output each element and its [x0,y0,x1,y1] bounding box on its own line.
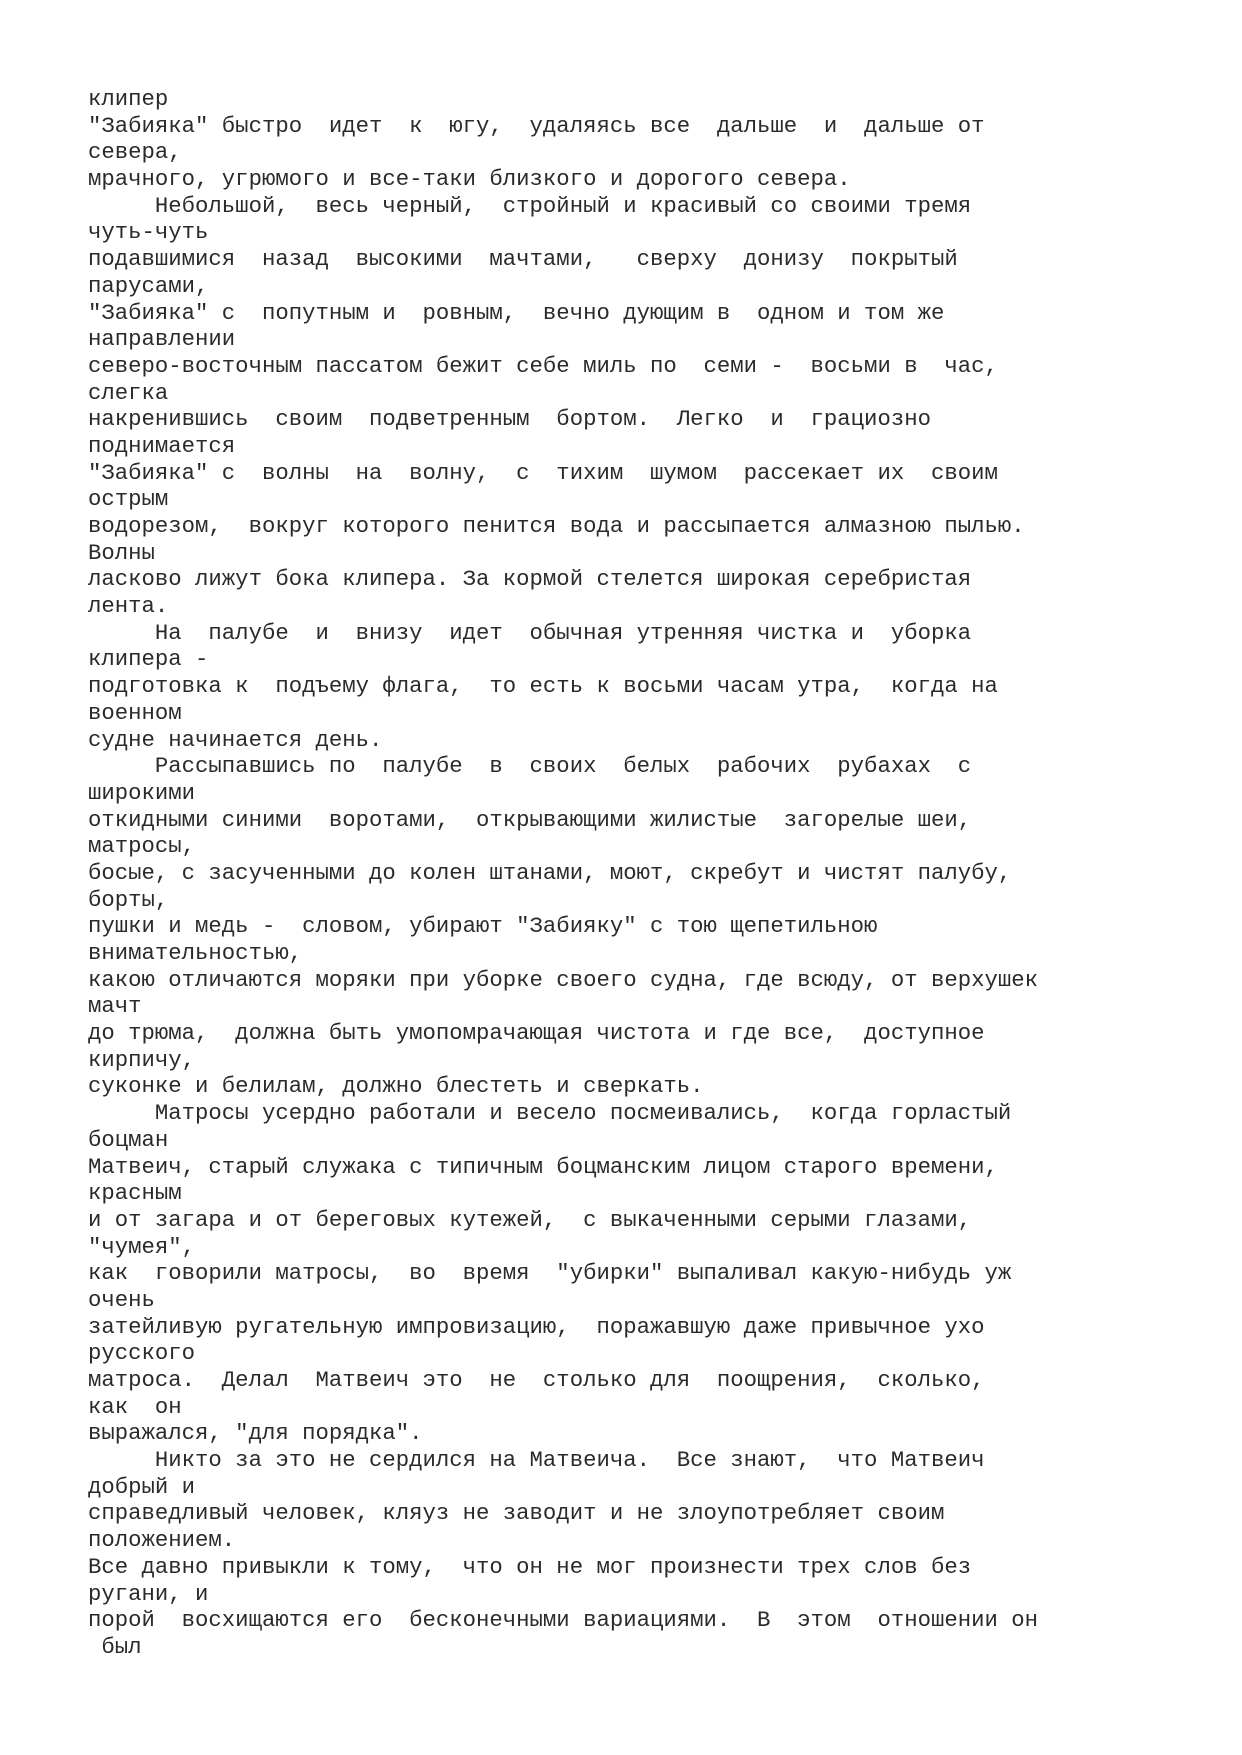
text-line: Никто за это не сердился на Матвеича. Все знают, что Матвеич [88,1447,985,1474]
text-line: слегка [88,379,169,406]
text-line: поднимается [88,432,236,459]
text-line: широкими [88,779,196,806]
text-line: ласково лижут бока клипера. За кормой стелется широкая серебристая [88,566,972,593]
text-line: острым [88,486,169,513]
text-line: красным [88,1180,182,1207]
document-text [88,86,1038,1661]
text-line: порой восхищаются его бесконечными вариациями. В этом отношении он [88,1607,1039,1634]
text-line: добрый и [88,1473,196,1500]
text-line: направлении [88,326,236,353]
text-line: боцман [88,1126,169,1153]
text-line: был [88,1633,142,1660]
text-line: матроса. Делал Матвеич это не столько для поощрения, сколько, [88,1367,985,1393]
text-line: лента. [88,593,169,620]
text-line: до трюма, должна быть умопомрачающая чистота и где все, доступное [88,1020,985,1047]
text-line: Матвеич, старый служака с типичным боцманским лицом старого времени, [88,1153,998,1180]
text-line: Рассыпавшись по палубе в своих белых рабочих рубахах с [88,753,972,780]
text-line: севера, [88,139,182,166]
text-line: военном [88,699,182,726]
text-line: босые, с засученными до колен штанами, моют, скребут и чистят палубу, [88,859,1012,886]
text-line: ругани, и [88,1580,209,1607]
text-line: матросы, [88,833,196,860]
text-line: затейливую ругательную импровизацию, поражавшую даже привычное ухо [88,1313,985,1340]
text-line: кирпичу, [88,1046,196,1073]
text-line: "чумея", [88,1233,196,1260]
text-line: мрачного, угрюмого и все-таки близкого и дорогого севера. [88,166,851,193]
text-line: северо-восточным пассатом бежит себе миль по семи - восьми в час, [88,352,998,379]
text-line: подготовка к подъему флага, то есть к восьми часам утра, когда на [88,673,998,700]
text-line: пушки и медь - словом, убирают "Забияку" с тою щепетильною [88,913,878,940]
text-line: клипера - [88,646,209,673]
text-line: Волны [88,539,155,566]
text-line: справедливый человек, кляуз не заводит и не злоупотребляет своим [88,1500,945,1527]
text-line: "Забияка" быстро идет к югу, удаляясь все дальше и дальше от [88,112,985,139]
text-line: подавшимися назад высокими мачтами, сверху донизу покрытый [88,246,958,273]
text-line: парусами, [88,272,209,299]
text-line: чуть-чуть [88,219,209,246]
text-line: как он [88,1393,182,1420]
text-line: На палубе и внизу идет обычная утренняя чистка и уборка [88,619,972,646]
text-line: очень [88,1286,155,1313]
text-line: Небольшой, весь черный, стройный и красивый со своими тремя [88,192,972,219]
text-line: водорезом, вокруг которого пенится вода и рассыпается алмазною пылью. [88,513,1025,539]
text-line: "Забияка" с попутным и ровным, вечно дующим в одном и том же [88,299,945,326]
text-line: "Забияка" с волны на волну, с тихим шумом рассекает их своим [88,459,998,486]
text-line: борты, [88,886,169,913]
text-line: Все давно привыкли к тому, что он не мог произнести трех слов без [88,1553,972,1580]
text-line: внимательностью, [88,940,303,966]
text-line: какою отличаются моряки при уборке своего судна, где всюду, от верхушек [88,966,1039,993]
text-line: суконке и белилам, должно блестеть и сверкать. [88,1073,704,1100]
text-line: выражался, "для порядка". [88,1420,423,1447]
text-line: клипер [88,86,169,112]
text-line: мачт [88,993,142,1020]
text-line: судне начинается день. [88,726,383,753]
text-line: Матросы усердно работали и весело посмеивались, когда горластый [88,1100,1012,1127]
text-line: как говорили матросы, во время "убирки" выпаливал какую-нибудь уж [88,1260,1012,1287]
text-line: накренившись своим подветренным бортом. Легко и грациозно [88,406,931,433]
text-line: положением. [88,1527,236,1554]
text-line: и от загара и от береговых кутежей, с выкаченными серыми глазами, [88,1206,972,1233]
text-line: русского [88,1340,196,1367]
text-line: откидными синими воротами, открывающими жилистые загорелые шеи, [88,806,972,833]
